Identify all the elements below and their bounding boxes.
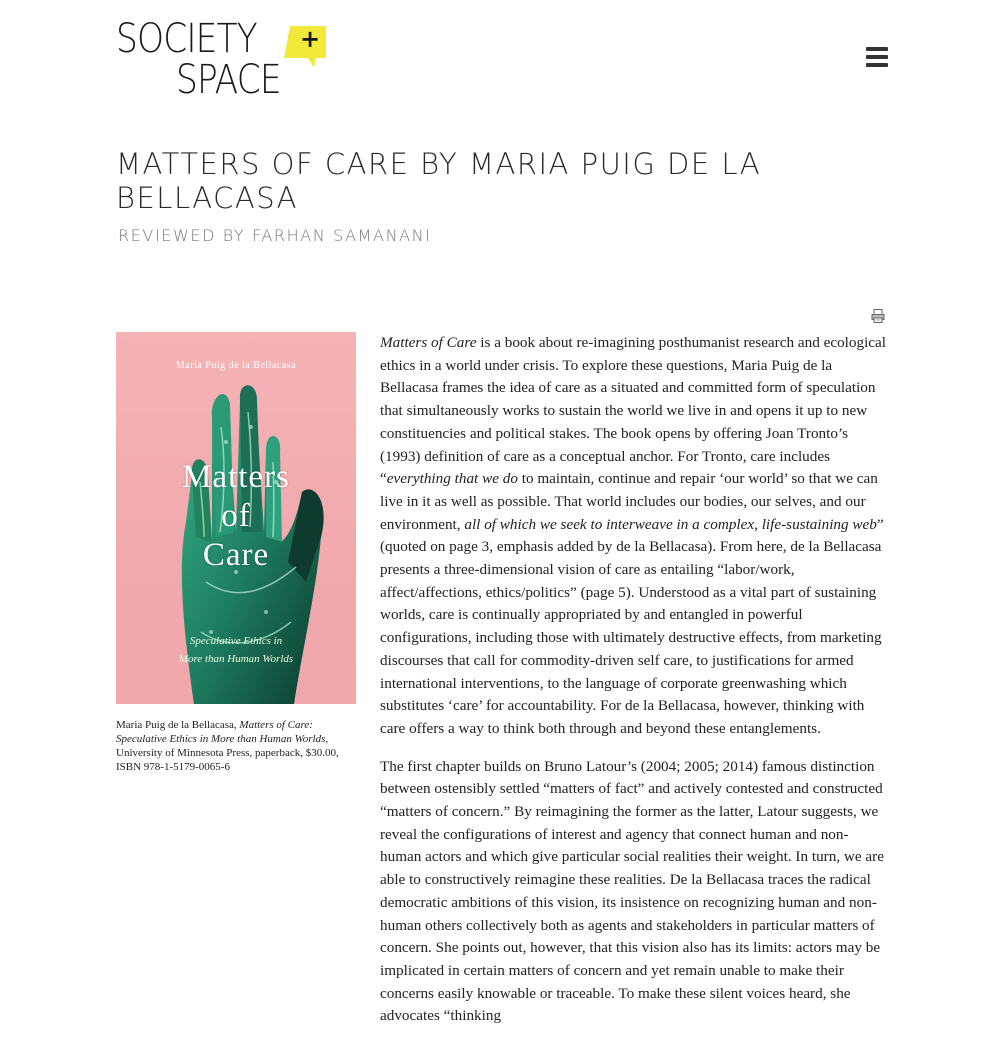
menu-bar <box>866 47 888 51</box>
logo-plus: + <box>300 25 321 53</box>
cover-title-line: Matters <box>182 459 290 495</box>
page-title: MATTERS OF CARE BY MARIA PUIG DE LA BELLACASA <box>116 147 762 215</box>
text-run: to maintain, continue and repair ‘our world’ so that we can live in it as well as possible. That world includes our bodies, our selves, and our environment, <box>380 470 878 533</box>
menu-bar <box>866 63 888 67</box>
caption-title: Matters of Care: Speculative Ethics in More than Human Worlds, <box>116 719 329 745</box>
italic-text-run: all of which we seek to interweave in a complex, life-sustaining web <box>464 515 877 533</box>
caption-author: Maria Puig de la Bellacasa, <box>116 719 237 731</box>
cover-title <box>116 458 356 575</box>
cover-author: Maria Puig de la Bellacasa <box>175 360 297 371</box>
book-cover-image <box>116 332 356 704</box>
cover-subtitle-line: Speculative Ethics in <box>189 635 283 647</box>
text-run: is a book about re-imagining posthumanist research and ecological ethics in a world under crisis. To explore these questions, Maria Puig de la Bellacasa frames the idea of care as a situated and committed form of speculation that simultaneously works to sustain the world we live in and opens it up to new constituencies and political stakes. The book opens by offering Joan Tronto’s (1993) definition of care as a conceptual anchor. For Tronto, care includes “ <box>380 334 886 488</box>
text-run: ” (quoted on page 3, emphasis added by de la Bellacasa). From here, de la Bellacasa presents a three-dimensional vision of care as entailing “labor/work, affect/affections, ethics/politics” (page 5). Understood as a vital part of sustaining worlds, care is continually appropriated by and entangled in powerful configurations, including those with ultimately destructive effects, from marketing discourses that call for commodity-driven self care, to justifications for armed international interventions, to the language of corporate greenwashing which substitutes ‘care’ for accountability. For de la Bellacasa, however, thinking with care offers a way to think both through and beyond these entanglements. <box>380 515 884 737</box>
book-caption <box>116 718 341 774</box>
logo-word-society: SOCIETY <box>116 16 257 62</box>
cover-title-line: Care <box>202 537 270 573</box>
cover-subtitle-line: More than Human Worlds <box>178 653 294 665</box>
article-paragraph <box>380 332 886 741</box>
menu-bar <box>866 55 888 59</box>
caption-publisher: University of Minnesota Press, paperback, $30.00, ISBN 978-1-5179-0065-6 <box>116 747 339 773</box>
cover-subtitle <box>116 632 356 668</box>
italic-text-run: everything that we do <box>386 470 518 488</box>
article-body <box>380 332 886 1043</box>
cover-title-line: of <box>221 498 251 534</box>
hamburger-menu-icon[interactable] <box>866 47 888 67</box>
italic-text-run: Matters of Care <box>380 334 477 351</box>
article-paragraph: The first chapter builds on Bruno Latour’s (2004; 2005; 2014) famous distinction between ostensibly settled “matters of fact” and actively contested and constructed “matters of concern.” By reimagining the former as the latter, Latour suggests, we reveal the configurations of interest and agency that connect human and non-human actors and which give particular social realities their weight. In turn, we are able to constructively reimagine these realities. De la Bellacasa traces the radical democratic ambitions of this vision, its insistence on recognizing human and non-human others collectively both as agents and stakeholders in particular matters of concern. She points out, however, that this vision also has its limits: actors may be implicated in certain matters of concern and yet remain unable to make their concerns easily knowable or traceable. To make these silent voices heard, she advocates “thinking <box>380 757 884 1025</box>
site-logo[interactable] <box>116 17 328 101</box>
print-icon[interactable] <box>871 309 885 323</box>
reviewer-byline: REVIEWED BY FARHAN SAMANANI <box>118 226 432 245</box>
logo-word-space: SPACE <box>176 57 281 103</box>
